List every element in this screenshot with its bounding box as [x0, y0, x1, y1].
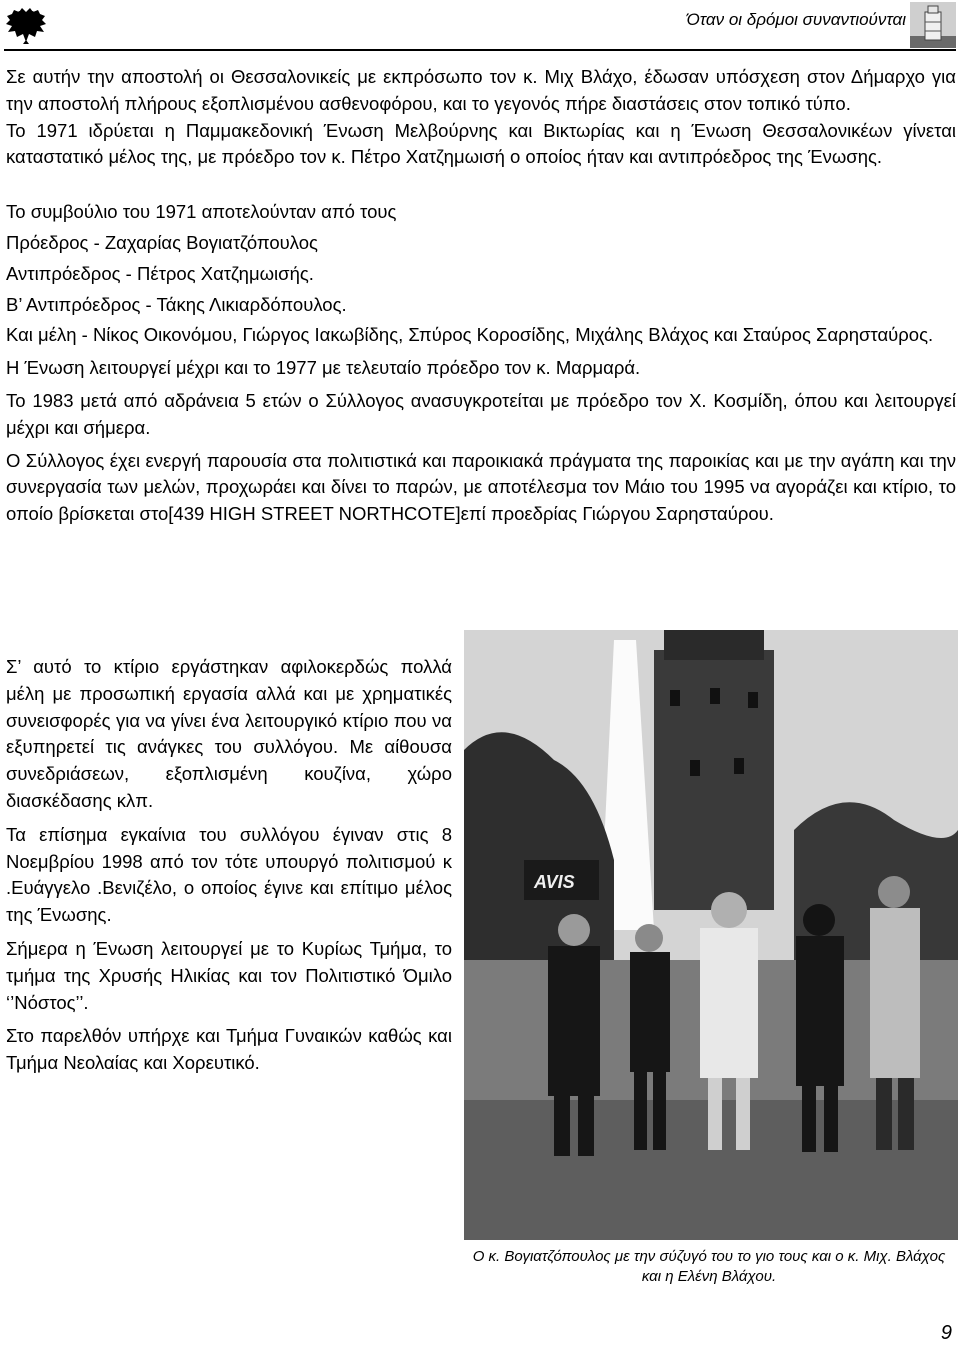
paragraph-founding: Το 1971 ιδρύεται η Παμμακεδονική Ένωση Μελβούρνης και Βικτωρίας και η Ένωση Θεσσαλονικέων γίνεται καταστατικό μέλος της, με πρόεδρο τον κ. Πέτρο Χατζημωισή ο οποίος ήταν και αντιπρόεδρος της Ένωσης. — [6, 119, 956, 168]
paragraph-volunteers: Σ’ αυτό το κτίριο εργάστηκαν αφιλοκερδώς πολλά μέλη με προσωπική εργασία αλλά και με χρηματικές συνεισφορές για να γίνει ένα λειτουργικό κτίριο που να εξυπηρετεί τις ανάγκες του συλλόγου. Με αίθουσα συνεδριάσεων, εξοπλισμένη κουζίνα, χώρο διασκέδασης κλπ. — [6, 656, 452, 811]
council-president: Πρόεδρος - Ζαχαρίας Βογιατζόπουλος — [6, 231, 318, 253]
council-heading: Το συμβούλιο του 1971 αποτελούνταν από τους — [6, 201, 397, 223]
paragraph-1977: Η Ένωση λειτουργεί μέχρι και το 1977 με τελευταίο πρόεδρο τον κ. Μαρμαρά. — [6, 357, 641, 379]
photo-caption: Ο κ. Βογιατζόπουλος με την σύζυγό του το γιο τους και ο κ. Μιχ. Βλάχος και η Ελένη Βλάχου. — [472, 1248, 946, 1285]
page-number: 9 — [940, 1322, 952, 1344]
white-tower-icon — [910, 2, 956, 48]
group-photo — [464, 630, 958, 1240]
header-divider — [4, 49, 956, 51]
council-members: Και μέλη - Νίκος Οικονόμου, Γιώργος Ιακωβίδης, Σπύρος Κοροσίδης, Μιχάλης Βλάχος και Σταύρος Σαρησταύρος. — [6, 324, 934, 346]
paragraph-past-sections: Στο παρελθόν υπήρχε και Τμήμα Γυναικών καθώς και Τμήμα Νεολαίας και Χορευτικό. — [6, 1025, 452, 1074]
council-vice-president: Αντιπρόεδρος - Πέτρος Χατζημωισής. — [6, 262, 314, 284]
left-column-text — [6, 654, 452, 1084]
paragraph-1983: Το 1983 μετά από αδράνεια 5 ετών ο Σύλλογος ανασυγκροτείται με πρόεδρο τον Χ. Κοσμίδη, όπου και λειτουργεί μέχρι και σήμερα. — [6, 389, 956, 438]
double-headed-eagle-icon — [4, 4, 48, 48]
avis-sign-text: AVIS — [534, 872, 575, 892]
paragraph-sections: Σήμερα η Ένωση λειτουργεί με το Κυρίως Τμήμα, το τμήμα της Χρυσής Ηλικίας και τον Πολιτιστικό Όμιλο ‘’Νόστος’’. — [6, 937, 452, 1013]
header-title: Όταν οι δρόμοι συναντιούνται — [686, 10, 906, 29]
group-photo-image — [464, 630, 958, 1240]
main-text — [6, 64, 956, 528]
paragraph-building: Ο Σύλλογος έχει ενεργή παρουσία στα πολιτιστικά και παροικιακά πράγματα της παροικίας και με την αγάπη και την συνεργασία των μελών, προχωράει και δίνει το παρών, με αποτέλεσμα τον Μάιο του 1995 να αγοράζει και κτίριο, το οποίο βρίσκεται στο[439 HIGH STREET NORTHCOTE]επί προεδρίας Γιώργου Σαρησταύρου. — [6, 449, 956, 525]
paragraph-mission: Σε αυτήν την αποστολή οι Θεσσαλονικείς με εκπρόσωπο τον κ. Μιχ Βλάχο, έδωσαν υπόσχεση στον Δήμαρχο για την αποστολή πλήρους εξοπλισμένου ασθενοφόρου, και το γεγονός πήρε διαστάσεις στον τοπικό τύπο. — [6, 66, 956, 114]
council-second-vice-president: Β’ Αντιπρόεδρος - Τάκης Λικιαρδόπουλος. — [6, 293, 347, 315]
paragraph-inauguration: Τα επίσημα εγκαίνια του συλλόγου έγιναν στις 8 Νοεμβρίου 1998 από τον τότε υπουργό πολιτισμού κ .Ευάγγελο .Βενιζέλο, ο οποίος έγινε και επίτιμο μέλος της Ένωσης. — [6, 823, 452, 926]
page-header — [0, 0, 960, 56]
